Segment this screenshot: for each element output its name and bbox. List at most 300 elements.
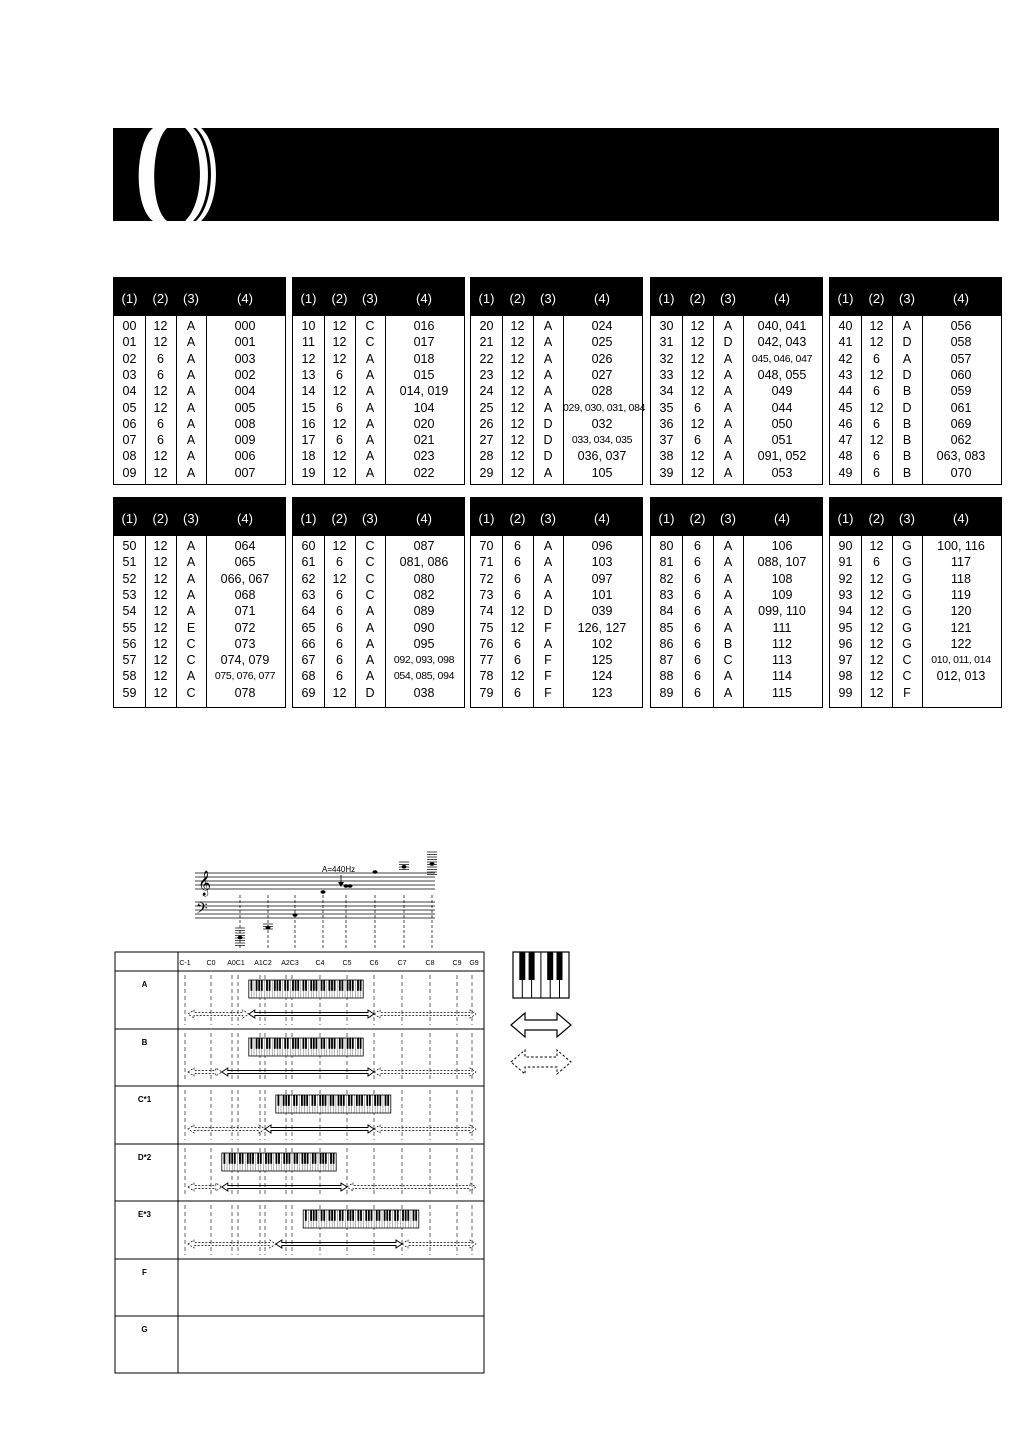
black-key bbox=[279, 980, 281, 991]
table-cell: 009 bbox=[234, 433, 256, 448]
table-cell: 000 bbox=[234, 319, 256, 333]
table-header bbox=[293, 278, 464, 316]
dashed-range-arrow-shape bbox=[402, 1240, 476, 1248]
column-header: (3) bbox=[362, 511, 378, 526]
black-key bbox=[349, 980, 351, 991]
black-key bbox=[266, 980, 268, 991]
table-cell: 20 bbox=[479, 319, 494, 333]
black-key bbox=[304, 1095, 306, 1106]
table-cell: 45 bbox=[838, 400, 853, 415]
table-cell: 12 bbox=[690, 351, 705, 366]
octave-label: C5 bbox=[342, 960, 352, 967]
column-header: (4) bbox=[953, 511, 969, 526]
table-header bbox=[471, 278, 642, 316]
table-row bbox=[651, 465, 822, 481]
table-cell: 007 bbox=[234, 465, 256, 480]
solid-range-arrow-shape bbox=[222, 1068, 374, 1076]
table-cell: 12 bbox=[690, 319, 705, 333]
table-row bbox=[651, 636, 822, 652]
table-row bbox=[114, 554, 285, 570]
table-cell: A bbox=[723, 539, 733, 553]
table-cell: A bbox=[543, 636, 553, 651]
table-cell: 12 bbox=[153, 335, 168, 350]
column-header: (1) bbox=[121, 291, 138, 306]
black-key bbox=[295, 1038, 297, 1049]
black-key bbox=[366, 1095, 368, 1106]
table-cell: 12 bbox=[332, 539, 347, 553]
table-cell: 67 bbox=[301, 653, 316, 668]
table-cell: 6 bbox=[336, 620, 343, 635]
table-cell: 12 bbox=[332, 685, 347, 700]
black-key bbox=[304, 1153, 306, 1164]
table-row bbox=[471, 571, 642, 587]
table-cell: 028 bbox=[591, 384, 613, 399]
note-head bbox=[430, 862, 435, 866]
black-key bbox=[347, 980, 349, 991]
table-cell: 6 bbox=[694, 587, 701, 602]
table-cell: A bbox=[365, 400, 375, 415]
table-3 bbox=[470, 277, 646, 485]
table-cell: B bbox=[902, 416, 912, 431]
table-cell: A bbox=[543, 465, 553, 480]
row-label: F bbox=[142, 1268, 147, 1277]
table-row bbox=[830, 432, 1001, 448]
table-cell: 74 bbox=[479, 604, 494, 619]
table-cell: 036, 037 bbox=[577, 449, 627, 464]
table-row bbox=[293, 367, 464, 383]
table-cell: 6 bbox=[694, 539, 701, 553]
table-row bbox=[471, 538, 642, 554]
table-cell: 96 bbox=[838, 636, 853, 651]
table-row bbox=[471, 367, 642, 383]
octave-label: A2C3 bbox=[281, 960, 299, 967]
dashed-range-arrow-shape bbox=[188, 1125, 265, 1133]
table-row bbox=[651, 554, 822, 570]
table-cell: 19 bbox=[301, 465, 316, 480]
black-key bbox=[260, 1153, 262, 1164]
column-header: (4) bbox=[774, 291, 790, 306]
table-row bbox=[651, 400, 822, 416]
table-cell: 109 bbox=[771, 587, 793, 602]
table-row bbox=[114, 685, 285, 701]
solid-range-arrow bbox=[222, 1183, 347, 1191]
table-cell: 50 bbox=[122, 539, 137, 553]
table-cell: 6 bbox=[694, 571, 701, 586]
table-cell: 064 bbox=[234, 539, 256, 553]
solid-range-arrow-shape bbox=[222, 1183, 347, 1191]
table-cell: D bbox=[902, 400, 912, 415]
black-key bbox=[296, 1153, 298, 1164]
table-cell: 070 bbox=[950, 465, 972, 480]
table-cell: 066, 067 bbox=[220, 571, 270, 586]
table-header bbox=[830, 498, 1001, 536]
black-key bbox=[283, 1153, 285, 1164]
table-cell: 6 bbox=[157, 416, 164, 431]
black-key bbox=[269, 980, 271, 991]
table-cell: C bbox=[365, 587, 375, 602]
table-cell: A bbox=[543, 571, 553, 586]
table-cell: 36 bbox=[659, 416, 674, 431]
table-cell: 080 bbox=[413, 571, 435, 586]
table-cell: 6 bbox=[157, 367, 164, 382]
table-cell: 061 bbox=[950, 400, 972, 415]
table-cell: 6 bbox=[873, 465, 880, 480]
column-header: (2) bbox=[331, 291, 348, 306]
black-key bbox=[339, 980, 341, 991]
column-header: (1) bbox=[121, 511, 138, 526]
black-key bbox=[402, 1210, 404, 1221]
table-cell: A bbox=[186, 400, 196, 415]
table-cell: 12 bbox=[301, 351, 316, 366]
table-cell: 28 bbox=[479, 449, 494, 464]
black-key bbox=[302, 1153, 304, 1164]
column-header: (3) bbox=[540, 291, 556, 306]
black-key bbox=[342, 1038, 344, 1049]
table-row bbox=[293, 652, 464, 668]
black-key bbox=[356, 1095, 358, 1106]
table-cell: 039 bbox=[591, 604, 613, 619]
table-row bbox=[830, 448, 1001, 464]
table-cell: C bbox=[902, 653, 912, 668]
column-header: (1) bbox=[478, 511, 495, 526]
table-cell: 105 bbox=[591, 465, 613, 480]
table-row bbox=[651, 367, 822, 383]
table-row bbox=[651, 383, 822, 399]
black-key bbox=[284, 1038, 286, 1049]
table-cell: 016 bbox=[413, 319, 435, 333]
black-key bbox=[386, 1210, 388, 1221]
black-key bbox=[369, 1095, 371, 1106]
table-cell: 02 bbox=[122, 351, 137, 366]
table-cell: 65 bbox=[301, 620, 316, 635]
table-cell: 071 bbox=[234, 604, 256, 619]
column-header: (1) bbox=[300, 511, 317, 526]
black-key bbox=[277, 1038, 279, 1049]
black-key bbox=[342, 1210, 344, 1221]
table-cell: 6 bbox=[336, 400, 343, 415]
table-cell: G bbox=[902, 539, 912, 553]
table-cell: 112 bbox=[772, 636, 792, 651]
table-cell: A bbox=[186, 669, 196, 684]
table-row bbox=[293, 318, 464, 334]
table-row bbox=[651, 571, 822, 587]
black-key bbox=[316, 1038, 318, 1049]
table-cell: 099, 110 bbox=[758, 604, 806, 619]
table-cell: 088, 107 bbox=[757, 555, 807, 570]
black-key bbox=[310, 1038, 312, 1049]
black-key bbox=[361, 1095, 363, 1106]
table-cell: 84 bbox=[659, 604, 674, 619]
black-key bbox=[360, 1038, 362, 1049]
table-cell: 66 bbox=[301, 636, 316, 651]
table-cell: 050 bbox=[771, 416, 793, 431]
table-row bbox=[651, 668, 822, 684]
table-cell: 6 bbox=[514, 653, 521, 668]
dashed-range-arrow-shape bbox=[374, 1010, 476, 1018]
dashed-range-arrow bbox=[188, 1010, 249, 1018]
table-cell: 027 bbox=[591, 367, 613, 382]
table-cell: D bbox=[543, 433, 553, 448]
table-cell: 017 bbox=[413, 335, 435, 350]
table-row bbox=[293, 351, 464, 367]
table-cell: 060 bbox=[950, 367, 972, 382]
table-cell: A bbox=[365, 636, 375, 651]
table-row bbox=[651, 538, 822, 554]
black-key bbox=[294, 1153, 296, 1164]
table-cell: 26 bbox=[479, 416, 494, 431]
black-key bbox=[357, 1210, 359, 1221]
black-key bbox=[321, 1038, 323, 1049]
table-cell: 015 bbox=[413, 367, 435, 382]
table-cell: A bbox=[543, 367, 553, 382]
table-cell: 6 bbox=[514, 636, 521, 651]
black-key bbox=[239, 1153, 241, 1164]
table-cell: 057 bbox=[950, 351, 972, 366]
black-key bbox=[284, 980, 286, 991]
black-key bbox=[251, 1038, 253, 1049]
column-header: (1) bbox=[837, 291, 854, 306]
black-key bbox=[313, 980, 315, 991]
table-cell: 100, 116 bbox=[937, 539, 985, 553]
table-row bbox=[830, 620, 1001, 636]
table-cell: 48 bbox=[838, 449, 853, 464]
table-cell: 44 bbox=[838, 384, 853, 399]
row-label: A bbox=[141, 980, 148, 989]
black-key bbox=[352, 980, 354, 991]
table-cell: A bbox=[365, 465, 375, 480]
table-cell: A bbox=[186, 555, 196, 570]
black-key bbox=[251, 980, 253, 991]
table-row bbox=[293, 416, 464, 432]
table-cell: 30 bbox=[659, 319, 674, 333]
table-cell: A bbox=[186, 449, 196, 464]
table-cell: 054, 085, 094 bbox=[393, 670, 455, 683]
black-key bbox=[368, 1210, 370, 1221]
black-key bbox=[261, 980, 263, 991]
dashed-range-arrow-shape bbox=[188, 1183, 222, 1191]
table-cell: 12 bbox=[510, 433, 525, 448]
column-header: (2) bbox=[331, 511, 348, 526]
black-key bbox=[242, 1153, 244, 1164]
table-cell: 040, 041 bbox=[757, 319, 807, 333]
table-row bbox=[114, 383, 285, 399]
table-cell: 35 bbox=[659, 400, 674, 415]
table-row bbox=[471, 416, 642, 432]
table-cell: 99 bbox=[838, 685, 853, 700]
table-cell: 82 bbox=[659, 571, 674, 586]
black-key bbox=[287, 1038, 289, 1049]
table-cell: 001 bbox=[234, 335, 256, 350]
row-label: E*3 bbox=[138, 1210, 151, 1219]
table-row bbox=[471, 432, 642, 448]
table-cell: 87 bbox=[659, 653, 674, 668]
column-header: (1) bbox=[658, 511, 675, 526]
black-key bbox=[323, 1210, 325, 1221]
table-cell: 6 bbox=[514, 571, 521, 586]
table-cell: 6 bbox=[336, 555, 343, 570]
table-cell: 020 bbox=[413, 416, 435, 431]
table-row bbox=[114, 652, 285, 668]
black-key bbox=[325, 1095, 327, 1106]
table-cell: 069 bbox=[950, 416, 972, 431]
table-cell: 53 bbox=[122, 587, 137, 602]
black-key bbox=[329, 1038, 331, 1049]
dashed-range-arrow bbox=[374, 1125, 476, 1133]
table-cell: 75 bbox=[479, 620, 494, 635]
table-cell: 106 bbox=[771, 539, 793, 553]
table-cell: 15 bbox=[301, 400, 316, 415]
table-row bbox=[114, 620, 285, 636]
table-row bbox=[651, 603, 822, 619]
table-cell: A bbox=[365, 653, 375, 668]
table-cell: G bbox=[902, 571, 912, 586]
table-cell: 12 bbox=[332, 384, 347, 399]
table-cell: 12 bbox=[332, 335, 347, 350]
table-cell: 25 bbox=[479, 400, 494, 415]
table-cell: 120 bbox=[950, 604, 972, 619]
column-header: (4) bbox=[774, 511, 790, 526]
table-row bbox=[830, 685, 1001, 701]
table-row bbox=[114, 571, 285, 587]
solid-double-arrow bbox=[511, 1013, 571, 1037]
table-cell: 12 bbox=[153, 465, 168, 480]
black-key bbox=[250, 1153, 252, 1164]
black-key bbox=[283, 1095, 285, 1106]
column-header: (1) bbox=[300, 291, 317, 306]
solid-range-arrow bbox=[265, 1125, 374, 1133]
table-cell: 12 bbox=[153, 539, 168, 553]
table-cell: 095 bbox=[413, 636, 435, 651]
table-cell: 078 bbox=[234, 685, 256, 700]
table-row bbox=[651, 351, 822, 367]
table-cell: A bbox=[186, 367, 196, 382]
table-cell: 6 bbox=[873, 384, 880, 399]
column-header: (2) bbox=[152, 291, 169, 306]
table-row bbox=[651, 587, 822, 603]
table-row bbox=[293, 603, 464, 619]
table-cell: A bbox=[723, 685, 733, 700]
black-key bbox=[407, 1210, 409, 1221]
table-cell: 07 bbox=[122, 433, 137, 448]
pitch-reference-label: A=440Hz bbox=[322, 865, 356, 874]
black-key bbox=[330, 1095, 332, 1106]
black-key bbox=[351, 1095, 353, 1106]
row-label: C*1 bbox=[137, 1095, 152, 1104]
dashed-range-arrow bbox=[374, 1010, 476, 1018]
dashed-range-arrow-shape bbox=[188, 1068, 222, 1076]
table-cell: 033, 034, 035 bbox=[571, 434, 633, 447]
table-cell: F bbox=[544, 685, 552, 700]
black-key bbox=[288, 1095, 290, 1106]
table-cell: 04 bbox=[122, 384, 137, 399]
table-row bbox=[471, 400, 646, 416]
table-row bbox=[830, 554, 1001, 570]
table-cell: 12 bbox=[510, 367, 525, 382]
table-cell: 16 bbox=[301, 416, 316, 431]
table-cell: B bbox=[902, 465, 912, 480]
table-cell: G bbox=[902, 636, 912, 651]
keyboard-icon bbox=[513, 952, 569, 998]
column-header: (4) bbox=[237, 511, 253, 526]
black-key bbox=[334, 1038, 336, 1049]
table-cell: 52 bbox=[122, 571, 137, 586]
column-header: (3) bbox=[899, 511, 915, 526]
table-row bbox=[471, 636, 642, 652]
table-cell: 6 bbox=[694, 620, 701, 635]
octave-label: C9 bbox=[452, 960, 462, 967]
table-cell: B bbox=[902, 384, 912, 399]
black-key bbox=[319, 1095, 321, 1106]
table-cell: 002 bbox=[234, 367, 256, 382]
table-cell: A bbox=[723, 351, 733, 366]
table-cell: 6 bbox=[336, 433, 343, 448]
table-cell: 12 bbox=[510, 319, 525, 333]
column-header: (4) bbox=[416, 511, 432, 526]
table-cell: 12 bbox=[690, 367, 705, 382]
table-cell: 21 bbox=[479, 335, 494, 350]
table-cell: 008 bbox=[234, 416, 256, 431]
table-cell: 57 bbox=[122, 653, 137, 668]
table-cell: F bbox=[903, 685, 911, 700]
table-row bbox=[293, 587, 464, 603]
row-label: G bbox=[141, 1325, 148, 1334]
black-key bbox=[350, 1210, 352, 1221]
table-row bbox=[471, 465, 642, 481]
table-cell: B bbox=[902, 433, 912, 448]
keyboard-icon bbox=[249, 1038, 363, 1056]
table-cell: 126, 127 bbox=[577, 620, 627, 635]
table-cell: 12 bbox=[153, 653, 168, 668]
table-row bbox=[830, 416, 1001, 432]
table-cell: 12 bbox=[690, 465, 705, 480]
table-cell: 102 bbox=[591, 636, 613, 651]
table-cell: 12 bbox=[690, 449, 705, 464]
column-header: (2) bbox=[868, 511, 885, 526]
table-row bbox=[114, 416, 285, 432]
table-cell: A bbox=[365, 367, 375, 382]
table-cell: 59 bbox=[122, 685, 137, 700]
black-key bbox=[252, 1153, 254, 1164]
column-header: (4) bbox=[953, 291, 969, 306]
table-row bbox=[293, 554, 464, 570]
table-6 bbox=[113, 497, 286, 708]
table-cell: 122 bbox=[950, 636, 972, 651]
table-row bbox=[114, 334, 285, 350]
table-cell: 18 bbox=[301, 449, 316, 464]
table-cell: A bbox=[723, 620, 733, 635]
table-cell: B bbox=[723, 636, 733, 651]
black-key bbox=[276, 1153, 278, 1164]
table-cell: 6 bbox=[694, 685, 701, 700]
table-row bbox=[830, 334, 1001, 350]
black-key bbox=[338, 1095, 340, 1106]
dashed-range-arrow-shape bbox=[188, 1010, 249, 1018]
table-cell: 012, 013 bbox=[936, 669, 986, 684]
black-key bbox=[295, 980, 297, 991]
table-cell: A bbox=[186, 587, 196, 602]
table-row bbox=[114, 465, 285, 481]
table-cell: 12 bbox=[332, 465, 347, 480]
black-key bbox=[557, 952, 563, 980]
table-cell: A bbox=[723, 367, 733, 382]
table-cell: 038 bbox=[413, 685, 435, 700]
table-row bbox=[293, 432, 464, 448]
table-4 bbox=[650, 277, 823, 485]
black-key bbox=[310, 1210, 312, 1221]
table-cell: 43 bbox=[838, 367, 853, 382]
table-cell: A bbox=[186, 571, 196, 586]
black-key bbox=[231, 1153, 233, 1164]
